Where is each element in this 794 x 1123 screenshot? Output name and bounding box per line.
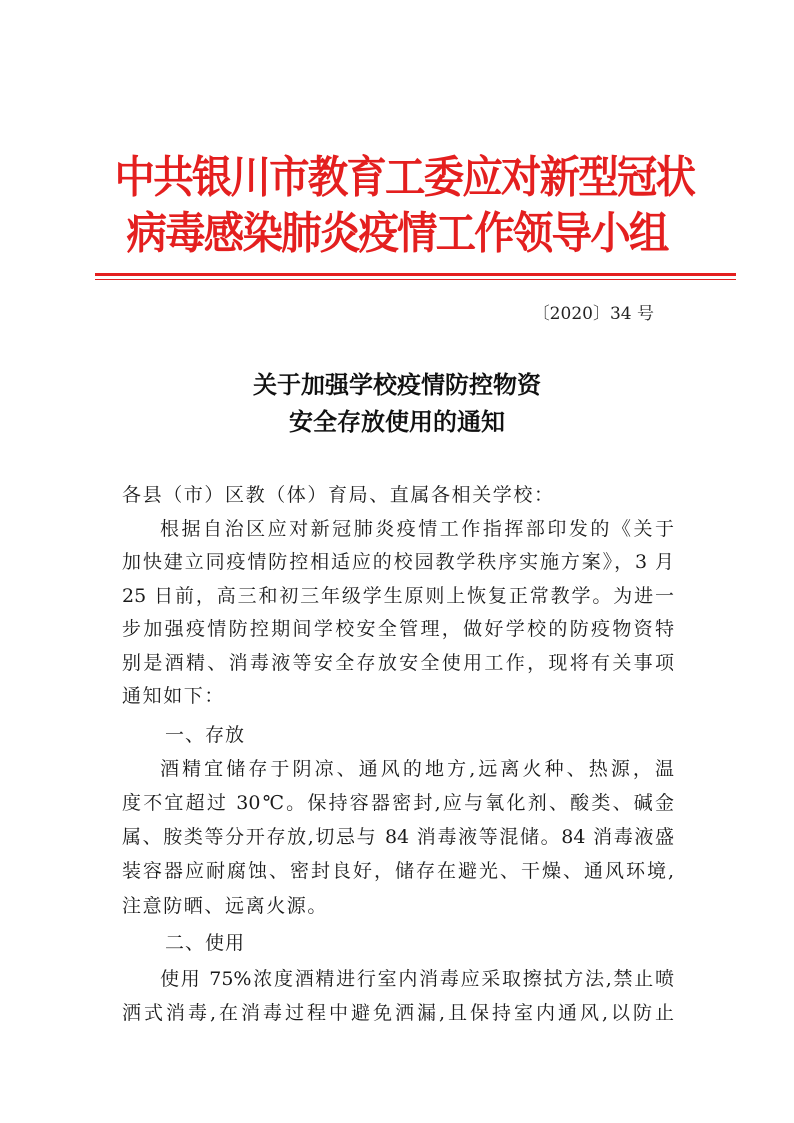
section-1-line: 属、胺类等分开存放,切忌与 84 消毒液等混储。84 消毒液盛 xyxy=(122,826,674,848)
intro-line: 根据自治区应对新冠肺炎疫情工作指挥部印发的《关于 xyxy=(160,518,674,540)
section-1-line: 装容器应耐腐蚀、密封良好，储存在避光、干燥、通风环境, xyxy=(122,860,674,882)
intro-line: 25 日前，高三和初三年级学生原则上恢复正常教学。为进一 xyxy=(122,585,674,607)
header-rule-thin xyxy=(95,279,736,280)
subject-line-1: 关于加强学校疫情防控物资 xyxy=(253,370,541,399)
header-rule-thick xyxy=(95,273,736,276)
section-1-heading: 一、存放 xyxy=(165,724,246,746)
section-2-line: 洒式消毒,在消毒过程中避免洒漏,且保持室内通风,以防止 xyxy=(122,1002,674,1024)
section-2-line: 使用 75%浓度酒精进行室内消毒应采取擦拭方法,禁止喷 xyxy=(160,968,674,990)
intro-line: 加快建立同疫情防控相适应的校园教学秩序实施方案》，3 月 xyxy=(122,551,674,573)
header-title-line-1: 中共银川市教育工委应对新型冠状 xyxy=(114,152,695,203)
section-1-line: 度不宜超过 30℃。保持容器密封,应与氧化剂、酸类、碱金 xyxy=(122,792,674,814)
subject-line-2: 安全存放使用的通知 xyxy=(289,407,505,436)
section-1-line: 酒精宜储存于阴凉、通风的地方,远离火种、热源，温 xyxy=(160,758,674,780)
intro-line: 步加强疫情防控期间学校安全管理，做好学校的防疫物资特 xyxy=(122,618,674,640)
document-number: 〔2020〕34 号 xyxy=(532,304,654,324)
intro-line: 通知如下： xyxy=(122,685,226,707)
section-1-line: 注意防晒、远离火源。 xyxy=(122,895,329,917)
salutation: 各县（市）区教（体）育局、直属各相关学校： xyxy=(122,484,555,506)
header-title-line-2: 病毒感染肺炎疫情工作领导小组 xyxy=(126,208,668,259)
intro-line: 别是酒精、消毒液等安全存放安全使用工作，现将有关事项 xyxy=(122,652,674,674)
section-2-heading: 二、使用 xyxy=(165,932,246,954)
